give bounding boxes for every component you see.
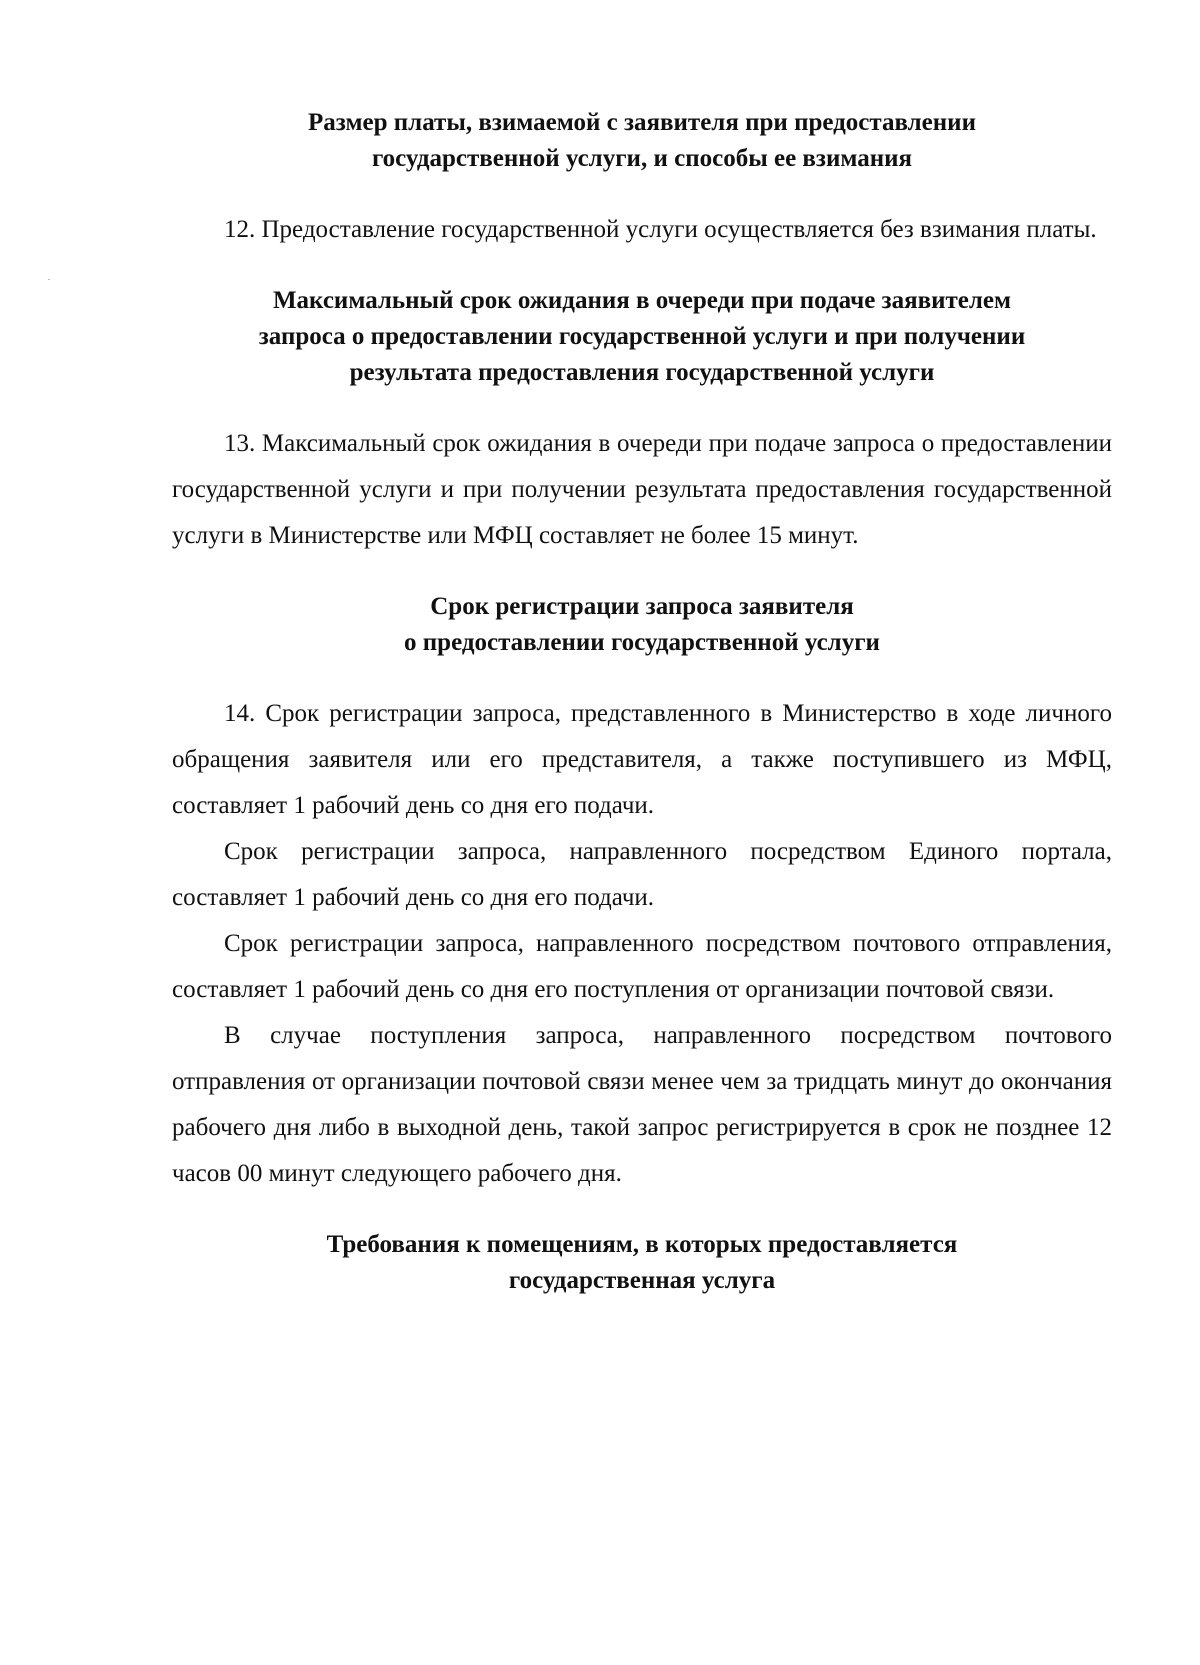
- heading-line: Максимальный срок ожидания в очереди при подаче заявителем: [272, 287, 1012, 314]
- scan-artifact: [48, 279, 50, 280]
- paragraph-12: 12. Предоставление государственной услуги осуществляется без взимания платы.: [224, 216, 1097, 243]
- document-body: [172, 105, 1112, 1299]
- paragraph-13: 13. Максимальный срок ожидания в очереди при подаче запроса о предоставлении государственной услуги и при получении результата предоставления государственной услуги в Министерстве или МФЦ составляет не более 15 минут.: [172, 430, 1112, 549]
- section-heading-queue-time: [172, 283, 1112, 391]
- heading-line: государственной услуги, и способы ее взимания: [371, 145, 913, 172]
- paragraph-portal-registration: Срок регистрации запроса, направленного посредством Единого портала, составляет 1 рабочий день со дня его подачи.: [172, 838, 1112, 911]
- heading-line: о предоставлении государственной услуги: [404, 629, 880, 656]
- section-heading-fee: [172, 105, 1112, 177]
- paragraph-postal-registration: Срок регистрации запроса, направленного посредством почтового отправления, составляет 1 рабочий день со дня его поступления от организации почтовой связи.: [172, 930, 1112, 1003]
- heading-line: государственная услуга: [508, 1267, 776, 1294]
- section-heading-registration-term: [172, 589, 1112, 661]
- heading-line: Срок регистрации запроса заявителя: [430, 593, 854, 620]
- heading-line: Размер платы, взимаемой с заявителя при предоставлении: [308, 109, 976, 136]
- heading-line: результата предоставления государственной услуги: [349, 359, 935, 386]
- paragraph-14: 14. Срок регистрации запроса, представленного в Министерство в ходе личного обращения заявителя или его представителя, а также поступившего из МФЦ, составляет 1 рабочий день со дня его подачи.: [172, 700, 1112, 819]
- heading-line: запроса о предоставлении государственной услуги и при получении: [258, 323, 1026, 350]
- section-heading-premises-requirements: [172, 1227, 1112, 1299]
- paragraph-late-postal-registration: В случае поступления запроса, направленного посредством почтового отправления от организации почтовой связи менее чем за тридцать минут до окончания рабочего дня либо в выходной день, такой запрос регистрируется в срок не позднее 12 часов 00 минут следующего рабочего дня.: [172, 1022, 1112, 1187]
- heading-line: Требования к помещениям, в которых предоставляется: [326, 1231, 958, 1258]
